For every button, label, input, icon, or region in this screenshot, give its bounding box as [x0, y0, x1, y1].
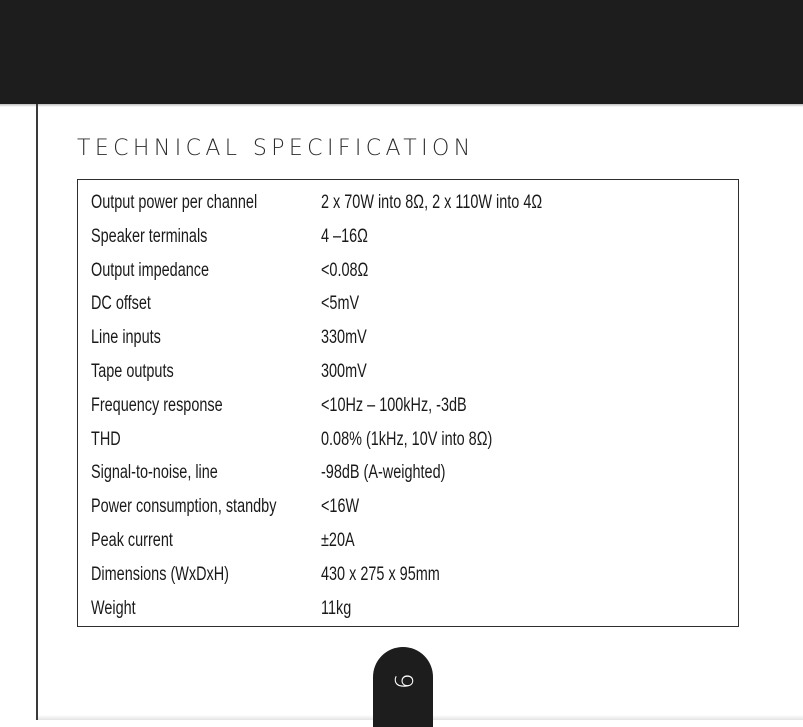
spec-label: Peak current: [91, 530, 173, 551]
spec-value: 4 –16Ω: [321, 225, 368, 247]
left-margin-rule: [36, 104, 38, 720]
top-header-band: [0, 0, 803, 104]
spec-value: 300mV: [321, 361, 367, 382]
spec-table: [77, 179, 739, 627]
spec-label: Dimensions (WxDxH): [91, 563, 229, 585]
header-shadow: [0, 104, 803, 107]
spec-label: THD: [91, 428, 121, 450]
page-title: TECHNICAL SPECIFICATION: [77, 136, 475, 161]
spec-row-thd: [91, 425, 731, 455]
spec-row-output-impedance: [91, 256, 731, 286]
page-number: 9: [389, 673, 418, 689]
spec-row-signal-to-noise: [91, 458, 731, 488]
spec-value: 430 x 275 x 95mm: [321, 563, 440, 585]
spec-value: <10Hz – 100kHz, -3dB: [321, 394, 467, 416]
spec-label: Line inputs: [91, 327, 161, 349]
spec-label: Tape outputs: [91, 361, 174, 382]
spec-row-peak-current: [91, 526, 731, 556]
spec-label: Power consumption, standby: [91, 496, 277, 518]
spec-label: Weight: [91, 597, 136, 619]
spec-row-speaker-terminals: [91, 222, 731, 252]
spec-label: DC offset: [91, 293, 151, 315]
spec-row-dimensions: [91, 560, 731, 590]
spec-row-dc-offset: [91, 289, 731, 319]
spec-label: Speaker terminals: [91, 225, 208, 247]
spec-row-line-inputs: [91, 323, 731, 353]
spec-value: <0.08Ω: [321, 259, 369, 281]
spec-value: <16W: [321, 496, 360, 518]
spec-label: Output power per channel: [91, 192, 258, 213]
spec-label: Signal-to-noise, line: [91, 462, 218, 484]
spec-label: Frequency response: [91, 394, 223, 416]
spec-value: 11kg: [321, 597, 352, 619]
spec-value: ±20A: [321, 530, 355, 551]
spec-value: 330mV: [321, 327, 367, 349]
spec-value: 0.08% (1kHz, 10V into 8Ω): [321, 428, 493, 450]
spec-row-output-power: [91, 188, 731, 218]
page-number-tab: [373, 647, 433, 727]
spec-row-weight: [91, 594, 731, 624]
spec-row-power-consumption: [91, 492, 731, 522]
spec-value: -98dB (A-weighted): [321, 462, 446, 484]
spec-label: Output impedance: [91, 259, 210, 281]
spec-row-tape-outputs: [91, 357, 731, 387]
spec-value: 2 x 70W into 8Ω, 2 x 110W into 4Ω: [321, 192, 543, 213]
spec-value: <5mV: [321, 293, 360, 315]
spec-row-frequency-response: [91, 391, 731, 421]
